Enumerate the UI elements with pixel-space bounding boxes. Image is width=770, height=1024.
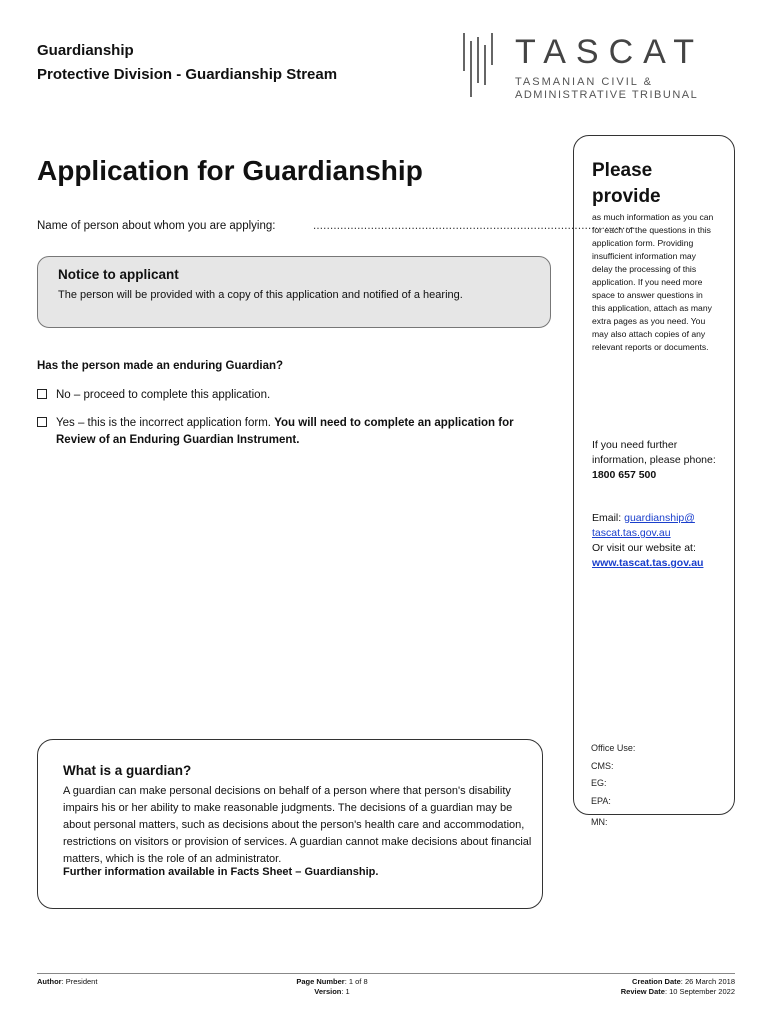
logo-subtitle-line2: ADMINISTRATIVE TRIBUNAL [515,89,699,101]
notice-title: Notice to applicant [58,267,179,282]
office-use-eg: EG: [591,778,607,788]
option-yes-instruction-cont: Review of an Enduring Guardian Instrument. [56,434,300,446]
vertical-bars-logo-icon [461,33,501,97]
footer-divider [37,973,735,974]
contact-email-block [592,511,722,571]
option-yes-label [56,417,556,429]
form-division: Protective Division - Guardianship Stream [37,66,338,83]
option-yes-text: Yes – this is the incorrect application form. [56,417,271,429]
side-panel-text: as much information as you can for each of the questions in this application form. Providing insufficient information may delay the processing of this application. If you need more space to answer questions in this application, attach as many extra pages as you need. You may also attach copies of any relevant reports or documents. [592,212,714,352]
form-category: Guardianship [37,42,134,59]
contact-info [592,438,722,483]
guardian-box-further-info: Further information available in Facts Sheet – Guardianship. [63,866,379,878]
option-yes-instruction: You will need to complete an application for [274,417,514,429]
notice-box [37,256,551,328]
footer-page-label: Page Number [296,977,345,986]
footer-version-label: Version [314,987,342,996]
checkbox-yes[interactable] [37,417,47,427]
tascat-logo [461,33,721,105]
office-use-block [591,740,635,832]
footer-dates [621,977,735,997]
footer-created-label: Creation Date [632,977,681,986]
office-use-label: Office Use: [591,743,636,753]
logo-subtitle-line1: TASMANIAN CIVIL & [515,76,653,88]
footer-review-label: Review Date [620,987,665,996]
footer-page-value: : 1 of 8 [344,977,368,986]
footer-version-value: : 1 [341,987,350,996]
contact-phone: 1800 657 500 [592,469,657,481]
guardian-box-text: A guardian can make personal decisions on behalf of a person where that person's disability impairs his or her ability to make reasonable judgments. The decisions of a guardian may be about personal matters, such as decisions about the person's health care and accommodation, restrictions on visitors or provision of services. A guardian cannot make decisions about financial matters, which is the role of an administrator. [63,785,532,865]
footer-author-label: Author [37,977,62,986]
email-label: Email: [592,512,622,524]
footer-page-version [292,977,372,997]
side-panel-title: Please provide [592,160,661,207]
notice-text: The person will be provided with a copy of this application and notified of a hearing. [58,289,463,301]
footer-review-value: : 10 September 2022 [664,987,735,996]
office-use-epa: EPA: [591,795,611,806]
guardian-info-box [37,739,543,909]
office-use-cms: CMS: [591,760,614,771]
contact-info-text: If you need further information, please phone: [592,439,716,466]
email-link[interactable]: guardianship@ [624,512,695,524]
footer-created-value: : 26 March 2018 [680,977,735,986]
logo-wordmark: TASCAT [515,33,705,71]
office-use-mn: MN: [591,817,608,827]
option-no-label: No – proceed to complete this application. [56,389,271,401]
name-field-label: Name of person about whom you are applying: [37,220,276,232]
checkbox-no[interactable] [37,389,47,399]
enduring-guardian-question: Has the person made an enduring Guardian? [37,360,284,372]
name-field-input-line[interactable]: ............................................................................................... [313,220,636,232]
guardian-box-title: What is a guardian? [63,763,192,778]
page-title: Application for Guardianship [37,155,423,186]
side-info-panel [573,135,735,815]
website-intro: Or visit our website at: [592,542,696,554]
footer-author-value: : President [61,977,98,986]
website-link[interactable]: www.tascat.tas.gov.au [592,557,704,569]
footer-author [37,977,97,987]
email-link-cont[interactable]: tascat.tas.gov.au [592,527,671,539]
